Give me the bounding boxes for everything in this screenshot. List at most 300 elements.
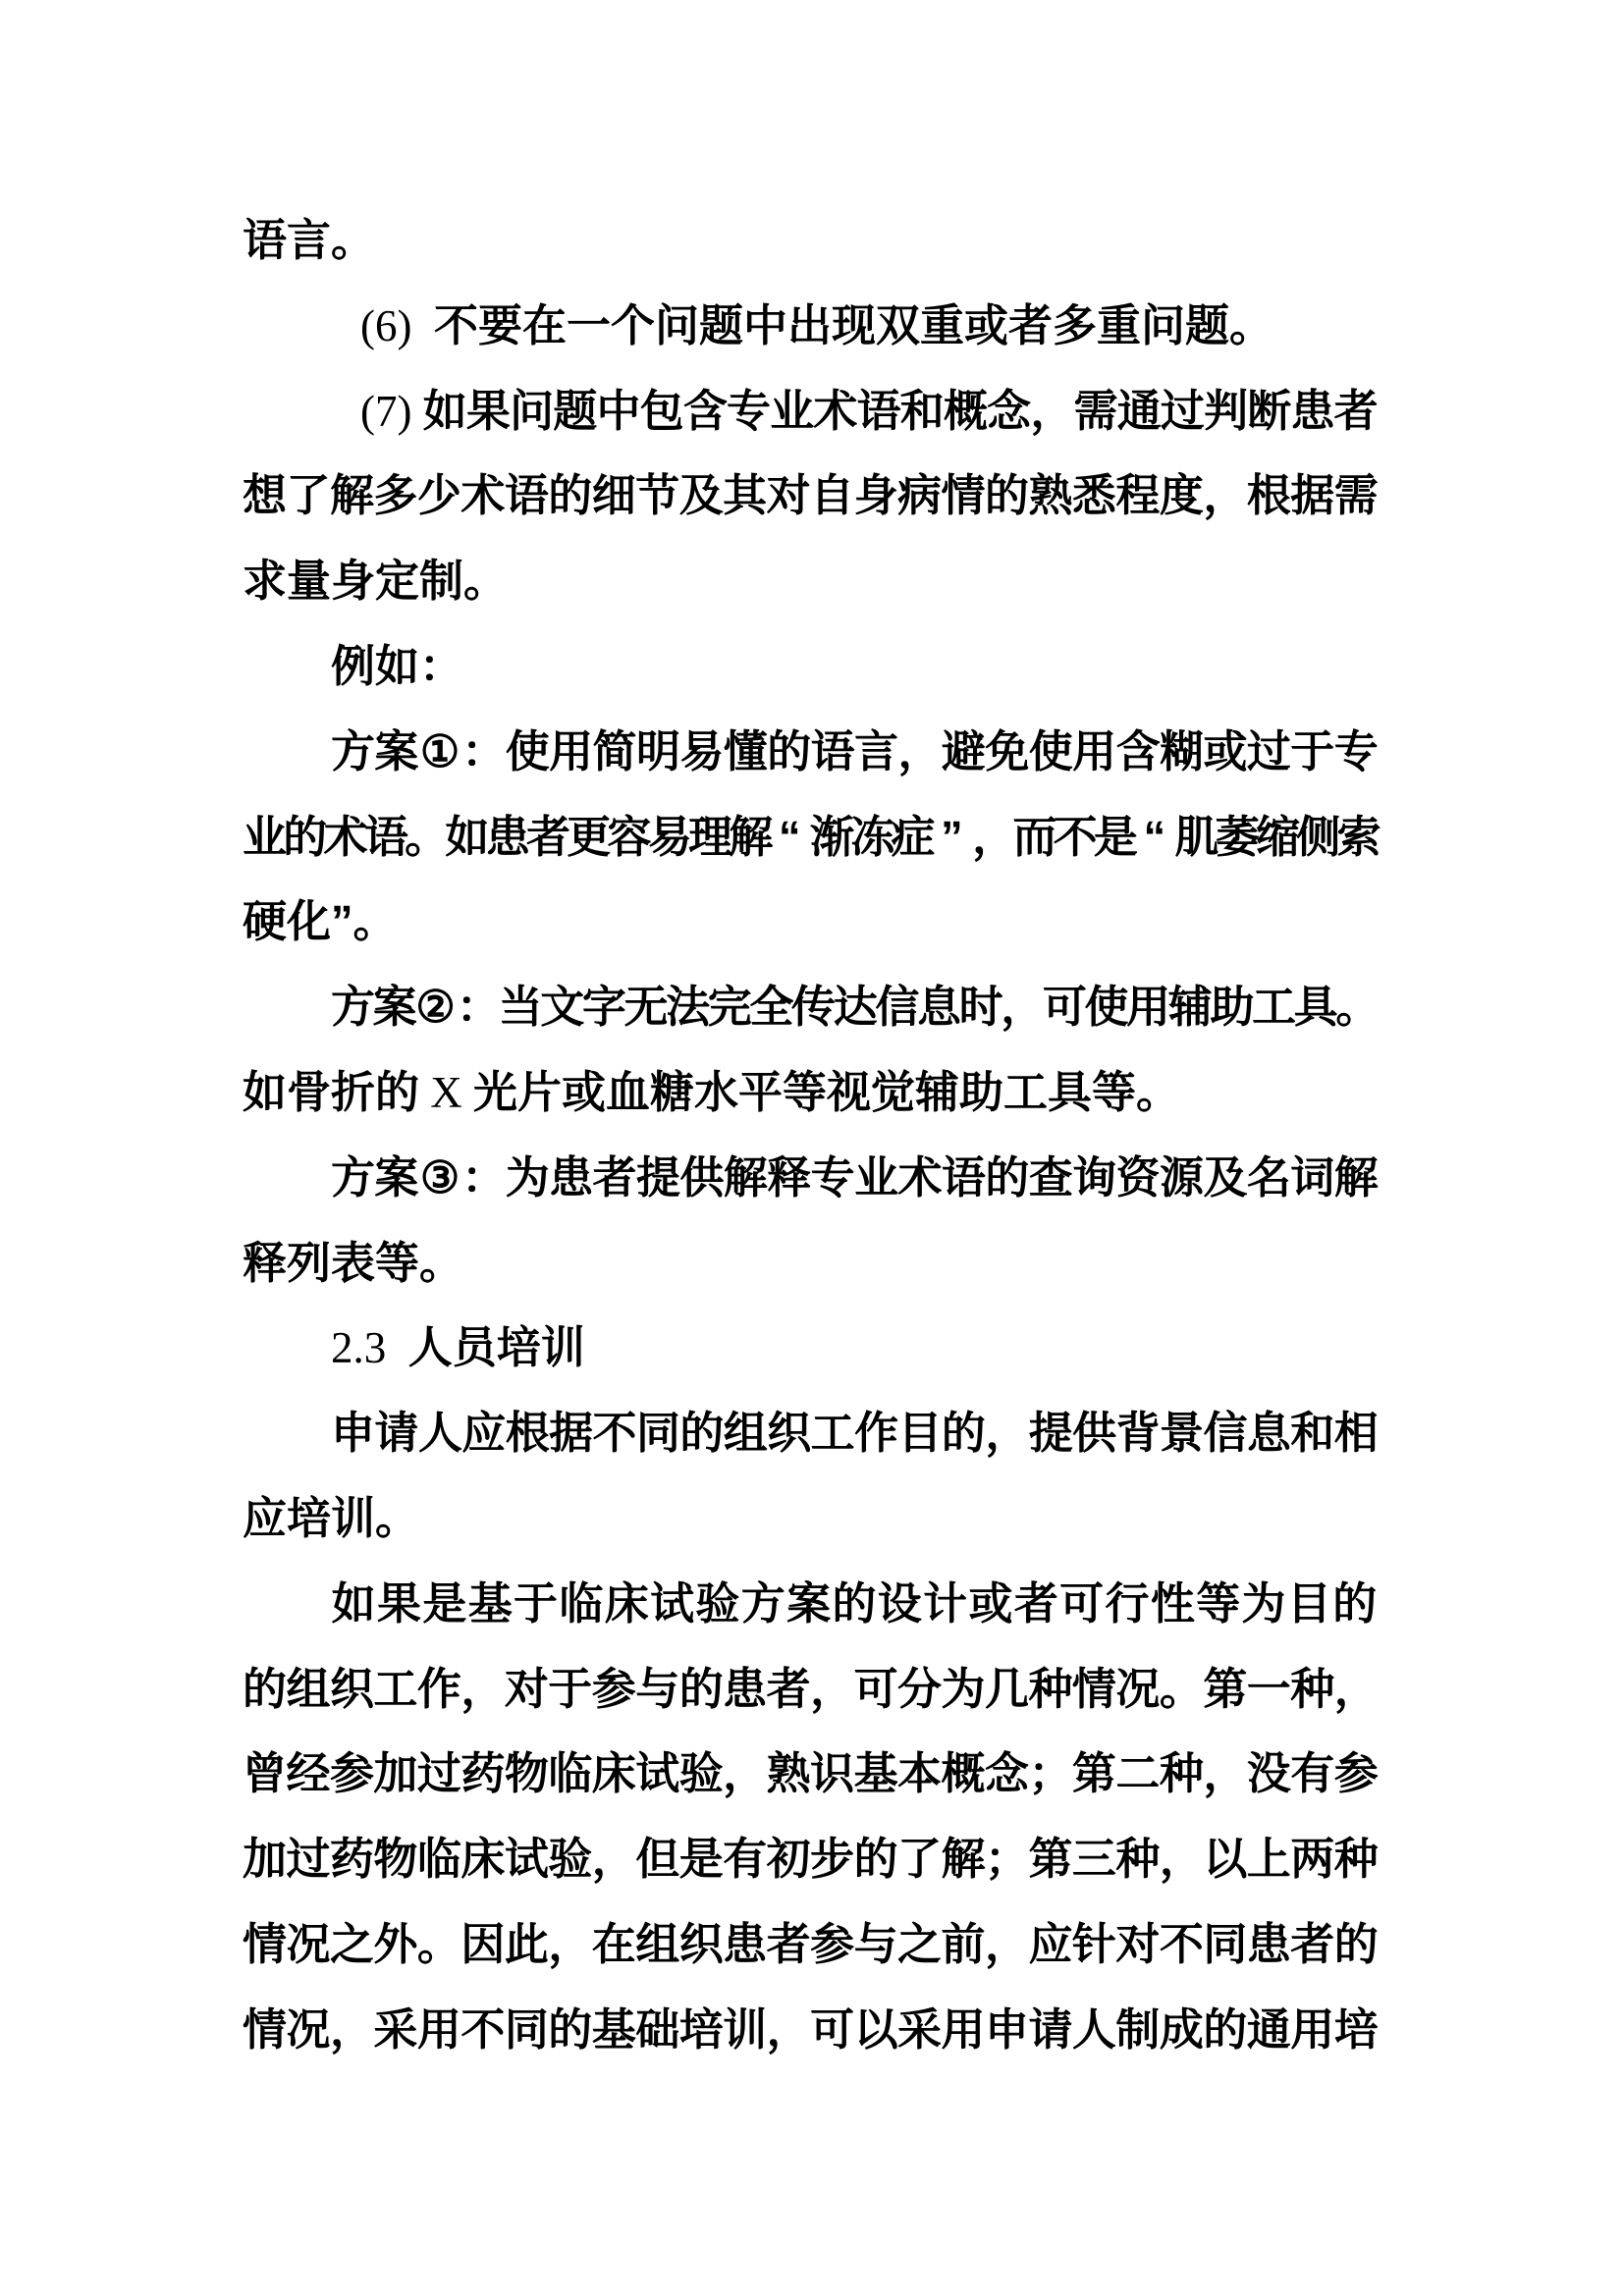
cjk-text-segment: 和 bbox=[899, 385, 945, 436]
cjk-text-segment: 名 bbox=[1246, 1151, 1291, 1202]
cjk-text-segment: 易 bbox=[679, 725, 725, 776]
cjk-text-segment: 信 bbox=[875, 982, 920, 1033]
cjk-text-segment: 用 bbox=[1072, 725, 1117, 776]
cjk-text-segment: 是 bbox=[422, 1577, 467, 1629]
cjk-text-segment: ② bbox=[415, 982, 456, 1033]
cjk-text-segment: ， bbox=[1030, 385, 1075, 436]
cjk-text-segment: 语言。 bbox=[243, 215, 376, 265]
cjk-text-segment: 查 bbox=[1028, 1151, 1073, 1202]
cjk-text-segment: 情 bbox=[243, 1918, 288, 1969]
cjk-text-segment: 完 bbox=[707, 982, 752, 1033]
cjk-text-segment: 药 bbox=[460, 1748, 506, 1799]
cjk-text-segment: 验 bbox=[548, 1834, 593, 1885]
cjk-text-segment: ： bbox=[456, 982, 501, 1033]
cjk-text-segment: 没 bbox=[1246, 1748, 1291, 1799]
cjk-text-segment: ， bbox=[723, 1748, 768, 1799]
latin-text-segment: X bbox=[419, 1067, 474, 1117]
cjk-text-segment: 同 bbox=[1203, 1918, 1248, 1969]
cjk-text-segment: 。 bbox=[405, 811, 450, 862]
cjk-text-segment: 解 bbox=[941, 1834, 986, 1885]
cjk-text-segment: 分 bbox=[897, 1663, 943, 1714]
cjk-text-segment: 的 bbox=[678, 1663, 724, 1714]
cjk-text-segment: 物 bbox=[373, 1834, 418, 1885]
cjk-text-segment: 用 bbox=[1290, 2003, 1335, 2055]
cjk-text-segment: 织 bbox=[767, 1408, 812, 1459]
cjk-text-segment: 方 bbox=[740, 1577, 785, 1629]
cjk-text-segment: 传 bbox=[791, 982, 837, 1033]
cjk-text-segment: 源 bbox=[1160, 1151, 1205, 1202]
cjk-text-segment: 信 bbox=[1203, 1408, 1248, 1459]
cjk-text-segment: 者 bbox=[766, 1663, 811, 1714]
cjk-text-segment: 人 bbox=[1071, 2003, 1116, 2055]
cjk-text-segment: 针 bbox=[1071, 1918, 1116, 1969]
cjk-text-segment: 用 bbox=[549, 725, 594, 776]
cjk-text-segment: 行 bbox=[1105, 1577, 1150, 1629]
cjk-text-segment: 。 bbox=[416, 1918, 461, 1969]
cjk-text-segment: ， bbox=[1001, 982, 1046, 1033]
cjk-text-segment: 具 bbox=[1293, 982, 1338, 1033]
cjk-text-segment: 曾 bbox=[243, 1748, 288, 1799]
cjk-text-segment: 如 bbox=[331, 1577, 376, 1629]
cjk-text-segment: 于 bbox=[548, 1663, 593, 1714]
cjk-text-segment: 人员培训 bbox=[407, 1322, 585, 1373]
cjk-text-segment: 础 bbox=[635, 2003, 680, 2055]
cjk-text-segment: 提 bbox=[1028, 1408, 1073, 1459]
cjk-text-segment: 验 bbox=[695, 1577, 740, 1629]
cjk-text-segment: 念 bbox=[987, 385, 1032, 436]
cjk-text-segment: 熟 bbox=[1028, 470, 1073, 521]
cjk-text-segment: 中 bbox=[596, 385, 641, 436]
text-line bbox=[243, 1562, 1378, 1647]
cjk-text-segment: 成 bbox=[1159, 2003, 1204, 2055]
cjk-text-segment: 工 bbox=[373, 1663, 418, 1714]
cjk-text-segment: 种 bbox=[1028, 1663, 1073, 1714]
latin-text-segment: (7) bbox=[360, 386, 423, 436]
cjk-text-segment: 者 bbox=[525, 811, 570, 862]
cjk-text-segment: 果 bbox=[377, 1577, 422, 1629]
cjk-text-segment: 根 bbox=[505, 1408, 550, 1459]
text-line bbox=[243, 1732, 1378, 1817]
cjk-text-segment: 如骨折的 bbox=[243, 1066, 420, 1117]
cjk-text-segment: 索 bbox=[1336, 811, 1381, 862]
cjk-text-segment: 基 bbox=[467, 1577, 513, 1629]
cjk-text-segment: 达 bbox=[833, 982, 878, 1033]
cjk-text-segment: 的 bbox=[1203, 2003, 1248, 2055]
cjk-text-segment: 。 bbox=[1335, 982, 1380, 1033]
cjk-text-segment: 语 bbox=[941, 1151, 986, 1202]
cjk-text-segment: 于 bbox=[514, 1577, 559, 1629]
cjk-text-segment: 用 bbox=[941, 2003, 986, 2055]
cjk-text-segment: 糊 bbox=[1160, 725, 1205, 776]
cjk-text-segment: 求量身定制。 bbox=[243, 556, 509, 607]
cjk-text-segment: 对 bbox=[504, 1663, 549, 1714]
cjk-text-segment: 组 bbox=[723, 1408, 768, 1459]
text-line bbox=[243, 1221, 1378, 1307]
cjk-text-segment: 的 bbox=[548, 2003, 593, 2055]
cjk-text-segment: 语 bbox=[504, 470, 549, 521]
cjk-text-segment: 可 bbox=[1059, 1577, 1105, 1629]
cjk-text-segment: 采 bbox=[373, 2003, 418, 2055]
cjk-text-segment: 包 bbox=[639, 385, 684, 436]
cjk-text-segment: 几 bbox=[984, 1663, 1029, 1714]
cjk-text-segment: ， bbox=[810, 1663, 855, 1714]
cjk-text-segment: 例如： bbox=[331, 640, 464, 691]
cjk-text-segment: 临 bbox=[559, 1577, 604, 1629]
cjk-text-segment: 不 bbox=[1159, 1918, 1204, 1969]
cjk-text-segment: 两 bbox=[1290, 1834, 1335, 1885]
cjk-text-segment: 光片或血糖水平等视觉辅助工具等。 bbox=[473, 1066, 1181, 1117]
cjk-text-segment: 情 bbox=[243, 2003, 288, 2055]
cjk-text-segment: 采 bbox=[897, 2003, 943, 2055]
cjk-text-segment: 容 bbox=[607, 811, 652, 862]
cjk-text-segment: 一 bbox=[1246, 1663, 1291, 1714]
cjk-text-segment: 景 bbox=[1160, 1408, 1205, 1459]
cjk-text-segment: 肌 bbox=[1174, 811, 1219, 862]
cjk-text-segment: 冻 bbox=[850, 811, 895, 862]
cjk-text-segment: 工 bbox=[810, 1408, 855, 1459]
cjk-text-segment: 的 bbox=[941, 1408, 986, 1459]
cjk-text-segment: 释列表等。 bbox=[243, 1237, 464, 1288]
cjk-text-segment: ， bbox=[460, 1663, 506, 1714]
cjk-text-segment: 参 bbox=[591, 1663, 636, 1714]
cjk-text-segment: 加 bbox=[243, 1834, 288, 1885]
cjk-text-segment: 概 bbox=[943, 385, 988, 436]
text-line bbox=[243, 1136, 1378, 1221]
cjk-text-segment: 专 bbox=[810, 1151, 855, 1202]
cjk-text-segment: 懂 bbox=[723, 725, 768, 776]
cjk-text-segment: 免 bbox=[985, 725, 1030, 776]
cjk-text-segment: 易 bbox=[647, 811, 692, 862]
cjk-text-segment: 的 bbox=[767, 725, 812, 776]
cjk-text-segment: 不要在一个问题中出现双重或者多重问题。 bbox=[433, 299, 1273, 350]
cjk-text-segment: 等 bbox=[1196, 1577, 1241, 1629]
cjk-text-segment: 如 bbox=[445, 811, 490, 862]
cjk-text-segment: 明 bbox=[635, 725, 680, 776]
cjk-text-segment: 是 bbox=[1093, 811, 1138, 862]
cjk-text-segment: 而 bbox=[1012, 811, 1057, 862]
cjk-text-segment: 组 bbox=[286, 1663, 331, 1714]
cjk-text-segment: ， bbox=[1159, 1834, 1204, 1885]
cjk-text-segment: 更 bbox=[567, 811, 612, 862]
text-line bbox=[243, 454, 1378, 539]
cjk-text-segment: 本 bbox=[897, 1748, 943, 1799]
cjk-text-segment: 语 bbox=[810, 725, 855, 776]
cjk-text-segment: 案 bbox=[374, 1151, 419, 1202]
text-line bbox=[243, 1391, 1378, 1476]
cjk-text-segment: 性 bbox=[1150, 1577, 1195, 1629]
cjk-text-segment: ， bbox=[984, 1918, 1029, 1969]
cjk-text-segment: 训 bbox=[723, 2003, 768, 2055]
cjk-text-segment: 试 bbox=[504, 1834, 549, 1885]
cjk-text-segment: 同 bbox=[635, 1408, 680, 1459]
cjk-text-segment: ， bbox=[972, 811, 1017, 862]
cjk-text-segment: 释 bbox=[767, 1151, 812, 1202]
cjk-text-segment: 术 bbox=[813, 385, 858, 436]
cjk-text-segment: 为 bbox=[505, 1151, 550, 1202]
cjk-text-segment: 供 bbox=[679, 1151, 725, 1202]
cjk-text-segment: 专 bbox=[1333, 725, 1379, 776]
cjk-text-segment: 药 bbox=[329, 1834, 374, 1885]
cjk-text-segment: 少 bbox=[416, 470, 461, 521]
cjk-text-segment: 不 bbox=[592, 1408, 637, 1459]
cjk-text-segment: 提 bbox=[635, 1151, 680, 1202]
cjk-text-segment: 患 bbox=[1246, 1918, 1291, 1969]
cjk-text-segment: 参 bbox=[1333, 1748, 1379, 1799]
cjk-text-segment: 情 bbox=[941, 470, 986, 521]
cjk-text-segment: 通 bbox=[1116, 385, 1162, 436]
cjk-text-segment: 使 bbox=[505, 725, 550, 776]
cjk-text-segment: 目 bbox=[897, 1408, 943, 1459]
cjk-text-segment: 的 bbox=[283, 811, 328, 862]
cjk-text-segment: 度 bbox=[1159, 470, 1204, 521]
cjk-text-segment: 计 bbox=[923, 1577, 968, 1629]
cjk-text-segment: 案 bbox=[372, 982, 417, 1033]
cjk-text-segment: 不 bbox=[1053, 811, 1098, 862]
cjk-text-segment: 词 bbox=[1290, 1151, 1335, 1202]
text-line bbox=[243, 1306, 1378, 1391]
cjk-text-segment: 侧 bbox=[1296, 811, 1341, 862]
cjk-text-segment: 种 bbox=[1290, 1663, 1335, 1714]
cjk-text-segment: 的 bbox=[243, 1663, 288, 1714]
cjk-text-segment: 应培训。 bbox=[243, 1492, 420, 1543]
cjk-text-segment: 细 bbox=[591, 470, 636, 521]
cjk-text-segment: 的 bbox=[1332, 1577, 1378, 1629]
cjk-text-segment: 需 bbox=[1073, 385, 1118, 436]
cjk-text-segment: 参 bbox=[329, 1748, 374, 1799]
cjk-text-segment: 含 bbox=[1115, 725, 1161, 776]
cjk-text-segment: 设 bbox=[877, 1577, 922, 1629]
text-line bbox=[243, 624, 1378, 710]
cjk-text-segment: 根 bbox=[1246, 470, 1291, 521]
cjk-text-segment: 通 bbox=[1246, 2003, 1291, 2055]
cjk-text-segment: 上 bbox=[1246, 1834, 1291, 1885]
cjk-text-segment: 种 bbox=[1115, 1834, 1161, 1885]
text-line bbox=[243, 1050, 1378, 1136]
cjk-text-segment: ， bbox=[897, 725, 943, 776]
cjk-text-segment: 相 bbox=[1333, 1408, 1379, 1459]
text-line bbox=[243, 795, 1381, 881]
latin-text-segment: (6) bbox=[360, 300, 434, 350]
cjk-text-segment: 二 bbox=[1115, 1748, 1161, 1799]
cjk-text-segment: 概 bbox=[941, 1748, 986, 1799]
cjk-text-segment: 息 bbox=[1246, 1408, 1291, 1459]
cjk-text-segment: ， bbox=[1203, 1748, 1248, 1799]
cjk-text-segment: 据 bbox=[549, 1408, 594, 1459]
cjk-text-segment: 含 bbox=[682, 385, 728, 436]
cjk-text-segment: 三 bbox=[1071, 1834, 1116, 1885]
cjk-text-segment: 床 bbox=[460, 1834, 506, 1885]
cjk-text-segment: 或 bbox=[968, 1577, 1013, 1629]
cjk-text-segment: ， bbox=[1203, 470, 1248, 521]
cjk-text-segment: 参 bbox=[810, 1918, 855, 1969]
cjk-text-segment: 字 bbox=[581, 982, 626, 1033]
cjk-text-segment: ” bbox=[941, 811, 963, 862]
latin-text-segment: 2.3 bbox=[331, 1323, 408, 1373]
text-line bbox=[243, 1988, 1378, 2073]
cjk-text-segment: 言 bbox=[854, 725, 899, 776]
cjk-text-segment: 无 bbox=[623, 982, 669, 1033]
cjk-text-segment: 织 bbox=[329, 1663, 374, 1714]
cjk-text-segment: 种 bbox=[1333, 1834, 1379, 1885]
cjk-text-segment: 其 bbox=[723, 470, 768, 521]
text-line bbox=[243, 1476, 1378, 1562]
cjk-text-segment: 方 bbox=[331, 725, 376, 776]
cjk-text-segment: 业 bbox=[854, 1151, 899, 1202]
cjk-text-segment: 经 bbox=[286, 1748, 331, 1799]
cjk-text-segment: ； bbox=[1028, 1748, 1073, 1799]
cjk-text-segment: 解 bbox=[723, 1151, 768, 1202]
cjk-text-segment: 文 bbox=[540, 982, 585, 1033]
cjk-text-segment: 念 bbox=[984, 1748, 1029, 1799]
cjk-text-segment: ； bbox=[984, 1834, 1029, 1885]
cjk-text-segment: 第 bbox=[1071, 1748, 1116, 1799]
cjk-text-segment: 以 bbox=[1203, 1834, 1248, 1885]
cjk-text-segment: 物 bbox=[504, 1748, 549, 1799]
cjk-text-segment: ① bbox=[419, 725, 460, 776]
cjk-text-segment: 解 bbox=[329, 470, 374, 521]
cjk-text-segment: 的 bbox=[853, 1834, 898, 1885]
cjk-text-segment: 应 bbox=[461, 1408, 507, 1459]
cjk-text-segment: 过 bbox=[286, 1834, 331, 1885]
cjk-text-segment: 案 bbox=[374, 725, 419, 776]
cjk-text-segment: 者 bbox=[592, 1151, 637, 1202]
cjk-text-segment: 况 bbox=[1115, 1663, 1161, 1714]
cjk-text-segment: 在 bbox=[591, 1918, 636, 1969]
cjk-text-segment: 萎 bbox=[1215, 811, 1260, 862]
text-line bbox=[243, 710, 1378, 795]
cjk-text-segment: 想 bbox=[243, 470, 288, 521]
cjk-text-segment: ， bbox=[1333, 1663, 1379, 1714]
cjk-text-segment: 作 bbox=[854, 1408, 899, 1459]
cjk-text-segment: 当 bbox=[498, 982, 543, 1033]
cjk-text-segment: ， bbox=[329, 2003, 374, 2055]
cjk-text-segment: 断 bbox=[1247, 385, 1292, 436]
cjk-text-segment: 的 bbox=[832, 1577, 877, 1629]
cjk-text-segment: 需 bbox=[1333, 470, 1379, 521]
cjk-text-segment: 以 bbox=[853, 2003, 898, 2055]
cjk-text-segment: 的 bbox=[548, 470, 593, 521]
cjk-text-segment: 可 bbox=[810, 2003, 855, 2055]
cjk-text-segment: 试 bbox=[635, 1748, 680, 1799]
cjk-text-segment: 语 bbox=[856, 385, 901, 436]
text-line bbox=[243, 198, 1378, 284]
cjk-text-segment: 助 bbox=[1210, 982, 1255, 1033]
cjk-text-segment: 果 bbox=[465, 385, 511, 436]
cjk-text-segment: 和 bbox=[1290, 1408, 1335, 1459]
cjk-text-segment: 请 bbox=[1028, 2003, 1073, 2055]
cjk-text-segment: 于 bbox=[1290, 725, 1335, 776]
cjk-text-segment: 之 bbox=[329, 1918, 374, 1969]
cjk-text-segment: 外 bbox=[373, 1918, 418, 1969]
cjk-text-segment: “ bbox=[1143, 811, 1166, 862]
cjk-text-segment: 者 bbox=[766, 1918, 811, 1969]
cjk-text-segment: 硬化”。 bbox=[243, 896, 398, 947]
cjk-text-segment: 种 bbox=[1159, 1748, 1204, 1799]
cjk-text-segment: 者 bbox=[1290, 1918, 1335, 1969]
cjk-text-segment: 有 bbox=[1290, 1748, 1335, 1799]
text-line bbox=[243, 1647, 1378, 1733]
cjk-text-segment: 背 bbox=[1115, 1408, 1161, 1459]
cjk-text-segment: 因 bbox=[460, 1918, 506, 1969]
cjk-text-segment: 验 bbox=[678, 1748, 724, 1799]
cjk-text-segment: 使 bbox=[1084, 982, 1129, 1033]
cjk-text-segment: 的 bbox=[679, 1408, 725, 1459]
cjk-text-segment: 对 bbox=[1115, 1918, 1161, 1969]
cjk-text-segment: 了 bbox=[286, 470, 331, 521]
cjk-text-segment: 解 bbox=[1333, 1151, 1379, 1202]
cjk-text-segment: 床 bbox=[604, 1577, 649, 1629]
cjk-text-segment: 术 bbox=[897, 1151, 943, 1202]
cjk-text-segment: 与 bbox=[635, 1663, 680, 1714]
cjk-text-segment: 程 bbox=[1115, 470, 1161, 521]
cjk-text-segment: 患 bbox=[549, 1151, 594, 1202]
cjk-text-segment: 业 bbox=[243, 811, 288, 862]
cjk-text-segment: 辅 bbox=[1167, 982, 1213, 1033]
cjk-text-segment: ： bbox=[461, 725, 507, 776]
cjk-text-segment: 资 bbox=[1115, 1151, 1161, 1202]
text-content bbox=[243, 198, 1381, 2073]
cjk-text-segment: 语 bbox=[363, 811, 408, 862]
cjk-text-segment: 悉 bbox=[1071, 470, 1116, 521]
cjk-text-segment: 织 bbox=[678, 1918, 724, 1969]
cjk-text-segment: 者 bbox=[1013, 1577, 1058, 1629]
cjk-text-segment: 临 bbox=[416, 1834, 461, 1885]
cjk-text-segment: 患 bbox=[723, 1918, 768, 1969]
cjk-text-segment: 应 bbox=[1028, 1918, 1073, 1969]
cjk-text-segment: 方 bbox=[331, 1151, 376, 1202]
cjk-text-segment: 。 bbox=[1159, 1663, 1204, 1714]
text-line bbox=[243, 284, 1378, 369]
cjk-text-segment: 之 bbox=[897, 1918, 943, 1969]
cjk-text-segment: 但 bbox=[635, 1834, 680, 1885]
cjk-text-segment: 的 bbox=[985, 1151, 1030, 1202]
text-line bbox=[243, 1902, 1378, 1988]
cjk-text-segment: 培 bbox=[1333, 2003, 1379, 2055]
cjk-text-segment: 及 bbox=[678, 470, 724, 521]
text-line bbox=[243, 880, 1378, 965]
cjk-text-segment: 的 bbox=[984, 470, 1029, 521]
cjk-text-segment: ， bbox=[766, 2003, 811, 2055]
cjk-text-segment: 者 bbox=[1333, 385, 1379, 436]
cjk-text-segment: 况 bbox=[286, 1918, 331, 1969]
text-line bbox=[243, 1817, 1378, 1902]
cjk-text-segment: 试 bbox=[650, 1577, 695, 1629]
cjk-text-segment: 术 bbox=[323, 811, 368, 862]
cjk-text-segment: 术 bbox=[460, 470, 506, 521]
cjk-text-segment: 不 bbox=[460, 2003, 506, 2055]
cjk-text-segment: 使 bbox=[1028, 725, 1073, 776]
cjk-text-segment: 熟 bbox=[766, 1748, 811, 1799]
cjk-text-segment: 作 bbox=[416, 1663, 461, 1714]
cjk-text-segment: 时 bbox=[958, 982, 1003, 1033]
text-line bbox=[243, 539, 1378, 624]
cjk-text-segment: ， bbox=[591, 1834, 636, 1885]
cjk-text-segment: 加 bbox=[373, 1748, 418, 1799]
cjk-text-segment: 步 bbox=[810, 1834, 855, 1885]
text-line bbox=[243, 965, 1378, 1050]
cjk-text-segment: 题 bbox=[553, 385, 598, 436]
cjk-text-segment: 对 bbox=[766, 470, 811, 521]
cjk-text-segment: ： bbox=[461, 1151, 507, 1202]
cjk-text-segment: ， bbox=[985, 1408, 1030, 1459]
cjk-text-segment: 人 bbox=[417, 1408, 462, 1459]
cjk-text-segment: 业 bbox=[770, 385, 815, 436]
cjk-text-segment: 缩 bbox=[1256, 811, 1301, 862]
cjk-text-segment: 患 bbox=[723, 1663, 768, 1714]
cjk-text-segment: 第 bbox=[1203, 1663, 1248, 1714]
cjk-text-segment: 问 bbox=[510, 385, 555, 436]
cjk-text-segment: 第 bbox=[1028, 1834, 1073, 1885]
